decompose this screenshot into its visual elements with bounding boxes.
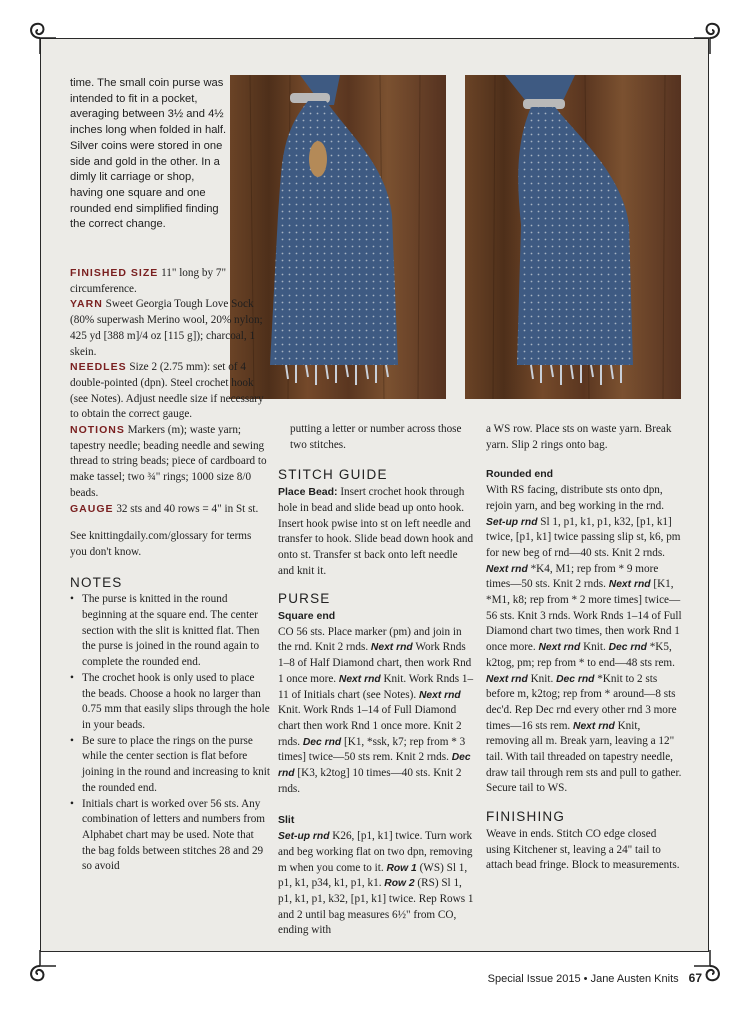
column-1 — [70, 266, 270, 875]
place-bead-instructions: Place Bead: Insert crochet hook through hole in bead and slide bead up onto hook. Insert hook pwise into st on left needle and transfer to hook. Slide bead down hook and onto st. Transfer st back onto left needle and knit it. — [278, 486, 474, 577]
stitch-guide-heading: STITCH GUIDE — [278, 467, 388, 483]
page-footer — [488, 971, 702, 985]
rounded-end-instructions: With RS facing, distribute sts onto dpn, rejoin yarn, and beg working in the rnd. Set-up rnd Sl 1, p1, k1, p1, k32, [p1, k1] twice, [p1, k1] twice passing slip st, k6, pm for new beg of rnd—40 sts. Knit 2 rnds. Next rnd *K4, M1; rep from * 9 more times—50 sts. Knit 2 rnds. Next rnd [K1, *M1, k8; rep from * 2 more times] twice—56 sts. Knit 3 rnds. Work Rnds 1–14 of Full Diamond chart two times, then work Rnd 1 once more. Next rnd Knit. Dec rnd *K5, k2tog, pm; rep from * to end—48 sts rem. Next rnd Knit. Dec rnd *Knit to 2 sts before m, k2tog; rep from * around—8 sts dec'd. Rep Dec rnd every other rnd 3 more times—16 sts rem. Next rnd Knit, removing all m. Break yarn, leaving a 12" tail. With tail threaded on tapestry needle, draw tail through rem sts and pull to gather. Secure tail to WS. — [486, 484, 682, 795]
spec-gauge: GAUGE 32 sts and 40 rows = 4" in St st. — [70, 502, 259, 515]
spec-needles: NEEDLES Size 2 (2.75 mm): set of 4 double-pointed (dpn). Steel crochet hook (see Notes). Adjust needle size if necessary to obtain the correct gauge. — [70, 361, 264, 421]
notes-list — [70, 592, 270, 875]
list-item: • The crochet hook is only used to place the beads. Choose a hook no larger than 0.75 mm that easily slips through the hole in your beads. — [70, 671, 270, 734]
list-item: • Be sure to place the rings on the purse while the center section is flat before joining in the round and increasing to knit the rounded end. — [70, 734, 270, 797]
square-end-heading: Square end — [278, 610, 336, 623]
purse-photo-back — [465, 75, 681, 399]
corner-swirl-bottom-left — [18, 948, 58, 988]
column-3 — [486, 422, 682, 874]
footer-publication: Special Issue 2015 • Jane Austen Knits — [487, 973, 679, 985]
square-end-instructions: CO 56 sts. Place marker (pm) and join in the rnd. Knit 2 rnds. Next rnd Work Rnds 1–8 of Half Diamond chart, then work Rnd 1 once more. Next rnd Knit. Work Rnds 1–11 of Initials chart (see Notes). Next rnd Knit. Work Rnds 1–14 of Full Diamond chart then work Rnd 1 once more. Knit 2 rnds. Dec rnd [K1, *ssk, k7; rep from * 3 times] twice—50 sts rem. Knit 2 rnds. Dec rnd [K3, k2tog] 10 times—40 sts. Knit 2 rnds. — [278, 625, 474, 795]
purse-heading: PURSE — [278, 591, 331, 607]
column-2 — [278, 422, 474, 939]
intro-paragraph: time. The small coin purse was intended to fit in a pocket, averaging between 3½ and 4½ inches long when folded in half. Silver coins were stored in one side and gold in the other. In a dimly lit carriage or shop, having one square and one rounded end simplified finding the correct change. — [70, 77, 227, 231]
page-number: 67 — [688, 971, 702, 985]
spec-yarn: YARN Sweet Georgia Tough Love Sock (80% superwash Merino wool, 20% nylon; 425 yd [388 m]/4 oz [115 g]); charcoal, 1 skein. — [70, 298, 263, 358]
finishing-instructions: Weave in ends. Stitch CO edge closed using Kitchener st, leaving a 24" tail to attach bead fringe. Block to measurements. — [486, 827, 680, 872]
list-item: • Initials chart is worked over 56 sts. Any combination of letters and numbers from Alphabet chart may be used. Note that the bag folds between stitches 28 and 29 so avoid — [70, 797, 270, 876]
spec-notions: NOTIONS Markers (m); waste yarn; tapestry needle; beading needle and sewing thread to string beads; piece of cardboard to make tassel; two ¾" rings; 1000 size 8/0 beads. — [70, 424, 267, 499]
glossary-note: See knittingdaily.com/glossary for terms you don't know. — [70, 530, 252, 558]
corner-swirl-top-left — [18, 16, 58, 56]
notes-heading: NOTES — [70, 574, 123, 590]
list-item: • The purse is knitted in the round beginning at the square end. The center section with the slit is knitted flat. Then the purse is joined in the round again to complete the rounded end. — [70, 592, 270, 671]
corner-swirl-top-right — [692, 16, 732, 56]
notes-continuation: putting a letter or number across those two stitches. — [290, 423, 462, 451]
slit-continuation: a WS row. Place sts on waste yarn. Break yarn. Slip 2 rings onto bag. — [486, 423, 672, 451]
rounded-end-heading: Rounded end — [486, 468, 554, 481]
slit-instructions: Set-up rnd K26, [p1, k1] twice. Turn work and beg working flat on two dpn, removing m when you come to it. Row 1 (WS) Sl 1, p1, k1, p34, k1, p1, k1. Row 2 (RS) Sl 1, p1, k1, p1, k32, [p1, k1] twice. Rep Rows 1 and 2 until bag measures 6½" from CO, ending with — [278, 830, 474, 937]
finishing-heading: FINISHING — [486, 809, 566, 825]
slit-heading: Slit — [278, 814, 295, 827]
spec-finished-size: FINISHED SIZE 11" long by 7" circumference. — [70, 267, 227, 295]
